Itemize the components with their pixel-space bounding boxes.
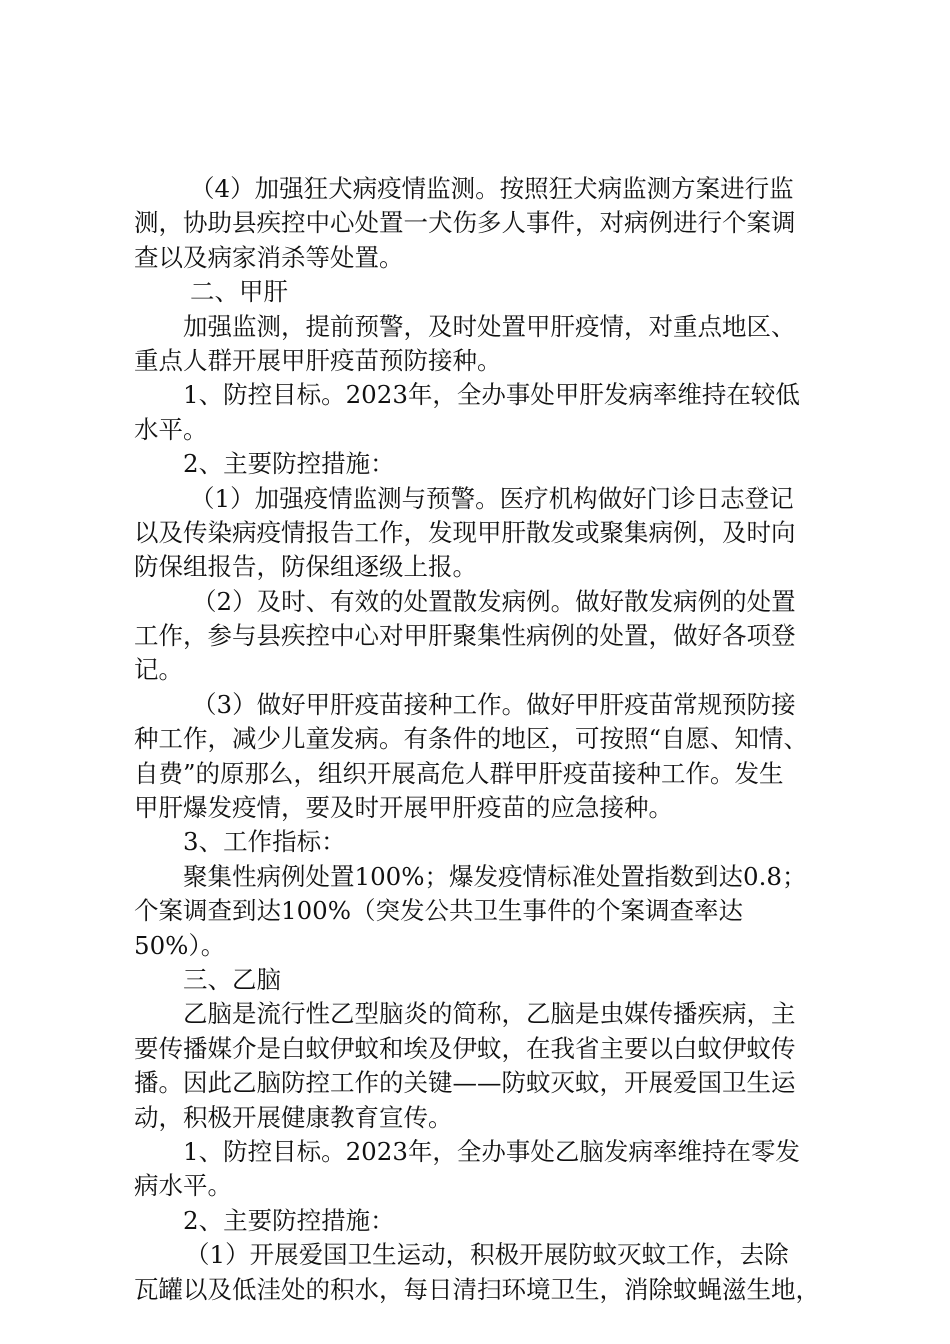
paragraph-line: 防保组报告，防保组逐级上报。 — [134, 552, 477, 582]
paragraph-line: 聚集性病例处置100%；爆发疫情标准处置指数到达0.8； — [183, 861, 807, 891]
paragraph-line: 1、防控目标。2023年，全办事处甲肝发病率维持在较低 — [183, 380, 800, 410]
paragraph-line: 查以及病家消杀等处置。 — [134, 242, 404, 272]
paragraph-line: 动，积极开展健康教育宣传。 — [134, 1102, 453, 1132]
paragraph-line: 自费”的原那么，组织开展高危人群甲肝疫苗接种工作。发生 — [134, 758, 784, 788]
paragraph-line: 要传播媒介是白蚊伊蚊和埃及伊蚊，在我省主要以白蚊伊蚊传 — [134, 1033, 796, 1063]
paragraph-line: 记。 — [134, 655, 183, 685]
paragraph-line: 重点人群开展甲肝疫苗预防接种。 — [134, 345, 502, 375]
paragraph-line: （1）加强疫情监测与预警。医疗机构做好门诊日志登记 — [190, 483, 794, 513]
paragraph-line: 以及传染病疫情报告工作，发现甲肝散发或聚集病例，及时向 — [134, 517, 796, 547]
paragraph-line: （1）开展爱国卫生运动，积极开展防蚊灭蚊工作，去除 — [185, 1240, 789, 1270]
paragraph-line: 病水平。 — [134, 1171, 232, 1201]
paragraph-line: 瓦罐以及低洼处的积水，每日清扫环境卫生，消除蚊蝇滋生地， — [134, 1274, 820, 1304]
subsection-heading: 2、主要防控措施： — [183, 1205, 395, 1235]
section-heading: 二、甲肝 — [190, 277, 288, 307]
subsection-heading: 3、工作指标： — [183, 827, 346, 857]
paragraph-line: 1、防控目标。2023年，全办事处乙脑发病率维持在零发 — [183, 1136, 800, 1166]
paragraph-line: 甲肝爆发疫情，要及时开展甲肝疫苗的应急接种。 — [134, 793, 673, 823]
paragraph-line: （4）加强狂犬病疫情监测。按照狂犬病监测方案进行监 — [190, 174, 794, 203]
subsection-heading: 2、主要防控措施： — [183, 449, 395, 479]
document-body — [134, 172, 834, 1307]
paragraph-line: 水平。 — [134, 414, 208, 444]
paragraph-line: （2）及时、有效的处置散发病例。做好散发病例的处置 — [192, 586, 796, 616]
paragraph-line: 工作，参与县疾控中心对甲肝聚集性病例的处置，做好各项登 — [134, 621, 796, 651]
paragraph-line: 50%）。 — [134, 930, 226, 960]
paragraph-line: 乙脑是流行性乙型脑炎的简称，乙脑是虫媒传播疾病，主 — [183, 999, 796, 1029]
paragraph-line: 播。因此乙脑防控工作的关键——防蚊灭蚊，开展爱国卫生运 — [134, 1068, 796, 1098]
paragraph-line: 种工作，减少儿童发病。有条件的地区，可按照“自愿、知情、 — [134, 724, 809, 754]
paragraph-line: 测，协助县疾控中心处置一犬伤多人事件，对病例进行个案调 — [134, 208, 796, 238]
paragraph-line: （3）做好甲肝疫苗接种工作。做好甲肝疫苗常规预防接 — [192, 689, 796, 719]
section-heading: 三、乙脑 — [183, 964, 281, 994]
paragraph-line: 个案调查到达100%（突发公共卫生事件的个案调查率达 — [134, 896, 744, 926]
paragraph-line: 加强监测，提前预警，及时处置甲肝疫情，对重点地区、 — [183, 311, 796, 341]
